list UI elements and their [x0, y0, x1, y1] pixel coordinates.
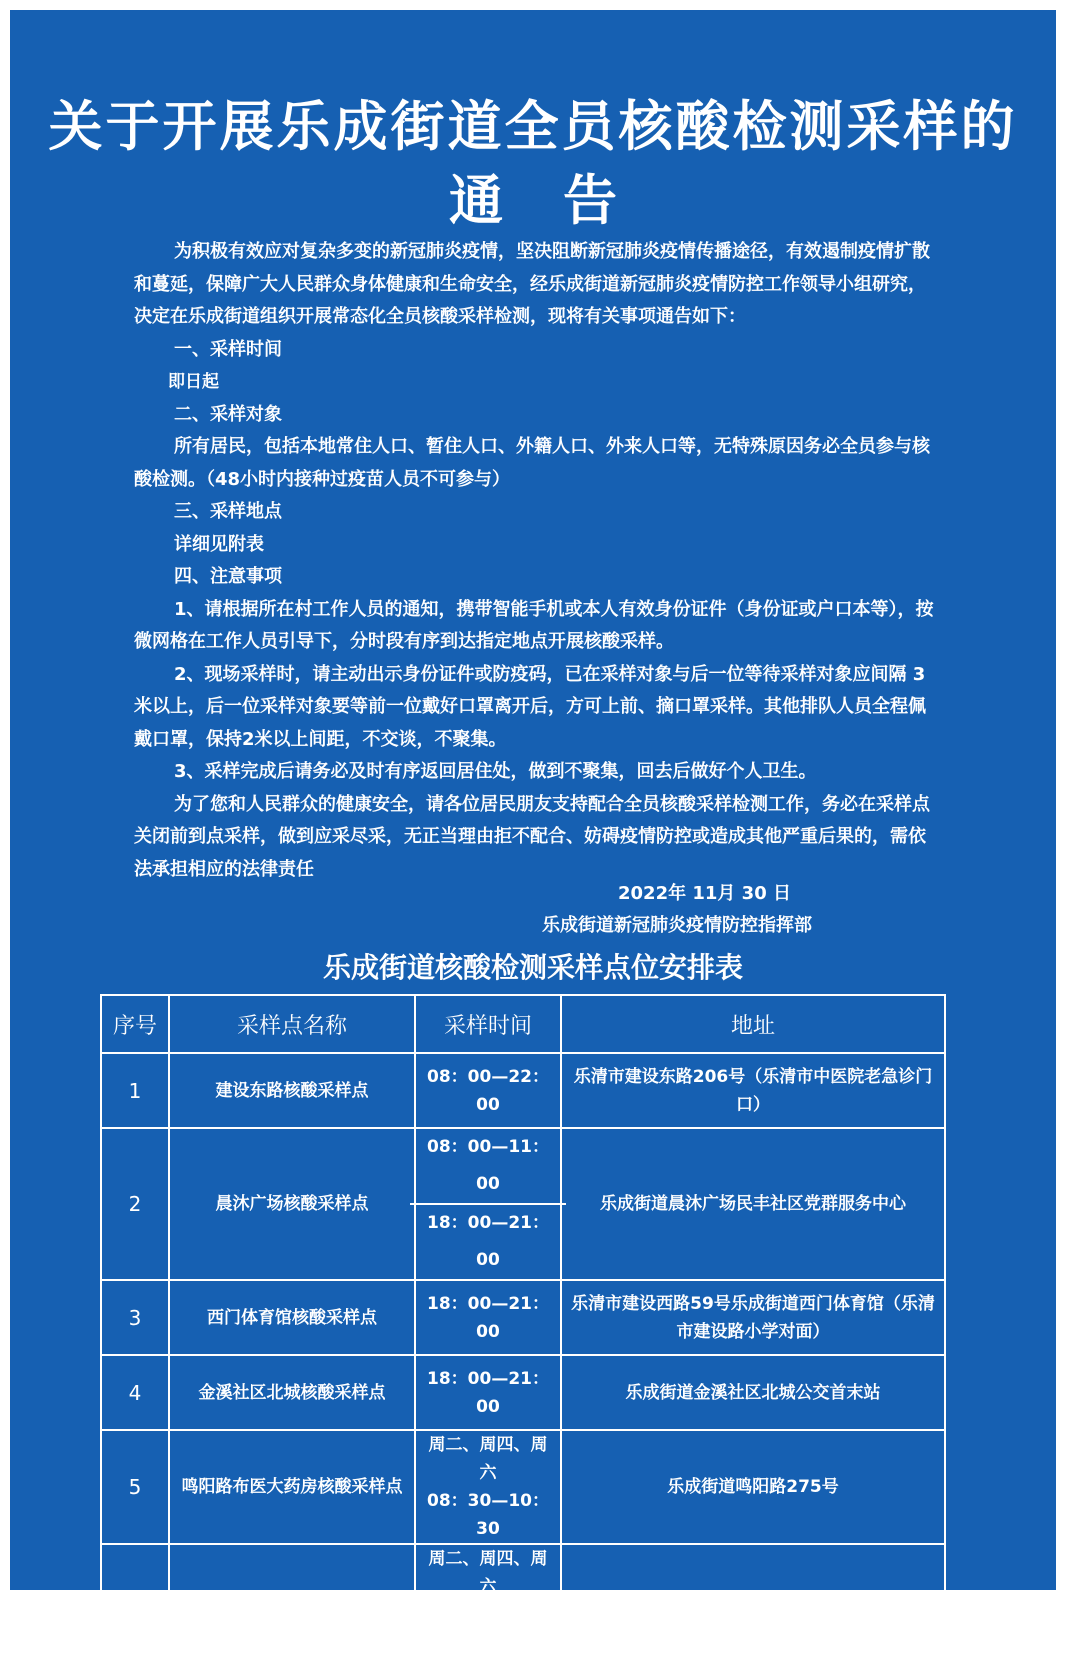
- note-2: 2、现场采样时，请主动出示身份证件或防疫码，已在采样对象与后一位等待采样对象应间隔 3 米以上，后一位采样对象要等前一位戴好口罩离开后，方可上前、摘口罩采样。其他排队人员全程佩戴口罩，保持2米以上间距，不交谈，不聚集。: [134, 663, 926, 750]
- note-3: 3、采样完成后请务必及时有序返回居住处，做到不聚集，回去后做好个人卫生。: [174, 761, 817, 782]
- notice-title: [10, 90, 1056, 238]
- sampling-sites-table: [100, 994, 946, 1659]
- row-num: 1: [101, 1053, 169, 1128]
- table-row: [101, 1355, 945, 1430]
- row-time: [415, 1544, 561, 1658]
- row-site-name: 金溪社区北城核酸采样点: [169, 1355, 415, 1430]
- row-address: 乐成街道晨沐广场民丰社区党群服务中心: [561, 1128, 945, 1280]
- row-num: 3: [101, 1280, 169, 1355]
- table-row: [101, 1128, 945, 1280]
- notice-issuer: 乐成街道新冠肺炎疫情防控指挥部: [542, 915, 812, 936]
- row-address: 乐清市建设东路206号（乐清市中医院老急诊门口）: [561, 1053, 945, 1128]
- row-time-slot-2: 18：00—21：00: [427, 1213, 549, 1270]
- row-num: 6: [101, 1544, 169, 1658]
- row-time-days: 周二、周四、周六: [428, 1549, 548, 1597]
- note-1: 1、请根据所在村工作人员的通知，携带智能手机或本人有效身份证件（身份证或户口本等），按微网格在工作人员引导下，分时段有序到达指定地点开展核酸采样。: [134, 598, 934, 652]
- row-address: 乐成街道金溪社区北城公交首末站: [561, 1355, 945, 1430]
- notice-poster: [10, 10, 1056, 1653]
- closing-paragraph: 为了您和人民群众的健康安全，请各位居民朋友支持配合全员核酸采样检测工作，务必在采样点关闭前到点采样，做到应采尽采，无正当理由拒不配合、妨碍疫情防控或造成其他严重后果的，需依法承担相应的法律责任: [134, 793, 930, 880]
- row-site-name: 晨沐广场核酸采样点: [169, 1128, 415, 1280]
- table-title: 乐成街道核酸检测采样点位安排表: [322, 951, 743, 984]
- notice-date: 2022年 11月 30 日: [618, 883, 791, 904]
- row-time: 08：00—22：00: [415, 1053, 561, 1128]
- row-time: 18：00—21：00: [415, 1355, 561, 1430]
- header-num: 序号: [101, 995, 169, 1053]
- section-1-content: 即日起: [168, 372, 219, 392]
- table-row: [101, 1280, 945, 1355]
- intro-paragraph: 为积极有效应对复杂多变的新冠肺炎疫情，坚决阻断新冠肺炎疫情传播途径，有效遏制疫情扩散和蔓延，保障广大人民群众身体健康和生命安全，经乐成街道新冠肺炎疫情防控工作领导小组研究，决定在乐成街道组织开展常态化全员核酸采样检测，现将有关事项通告如下：: [134, 241, 930, 327]
- section-3-content: 详细见附表: [174, 533, 264, 555]
- row-site-name: 鸣阳路布医大药房核酸采样点: [169, 1430, 415, 1544]
- row-time-hours: 08：30—10：30: [427, 1491, 549, 1539]
- title-line-2: 通告: [449, 169, 677, 232]
- row-address: 乐清市建设西路59号乐成街道西门体育馆（乐清市建设路小学对面）: [561, 1280, 945, 1355]
- row-num: 5: [101, 1430, 169, 1544]
- row-time: [415, 1430, 561, 1544]
- section-2-heading: 二、采样对象: [174, 403, 282, 425]
- title-line-1: 关于开展乐成街道全员核酸检测采样的: [48, 95, 1018, 158]
- row-time-days: 周二、周四、周六: [428, 1435, 548, 1483]
- row-time: 18：00—21：00: [415, 1280, 561, 1355]
- row-time-hours: 19：00—21：00: [427, 1605, 549, 1653]
- section-1-heading: 一、采样时间: [174, 338, 282, 360]
- row-address: 乐成街道鸣阳路275号: [561, 1430, 945, 1544]
- row-site-name: 建设东路核酸采样点: [169, 1053, 415, 1128]
- row-num: 2: [101, 1128, 169, 1280]
- header-address: 地址: [561, 995, 945, 1053]
- table-row: [101, 1053, 945, 1128]
- row-time: [415, 1128, 561, 1280]
- section-3-heading: 三、采样地点: [174, 501, 282, 522]
- header-site-name: 采样点名称: [169, 995, 415, 1053]
- row-num: 4: [101, 1355, 169, 1430]
- header-time: 采样时间: [415, 995, 561, 1053]
- row-time-slot-1: 08：00—11：00: [410, 1129, 566, 1205]
- row-site-name: 人民路布医大药房核酸采样点: [169, 1544, 415, 1658]
- table-row: [101, 1544, 945, 1658]
- row-site-name: 西门体育馆核酸采样点: [169, 1280, 415, 1355]
- section-4-heading: 四、注意事项: [174, 566, 282, 587]
- notice-body: [134, 236, 934, 886]
- row-address: 乐成街道南大街91-10、11号: [561, 1544, 945, 1658]
- table-header-row: [101, 995, 945, 1053]
- table-row: [101, 1430, 945, 1544]
- section-2-content: 所有居民，包括本地常住人口、暂住人口、外籍人口、外来人口等，无特殊原因务必全员参与核酸检测。（48小时内接种过疫苗人员不可参与）: [134, 436, 930, 490]
